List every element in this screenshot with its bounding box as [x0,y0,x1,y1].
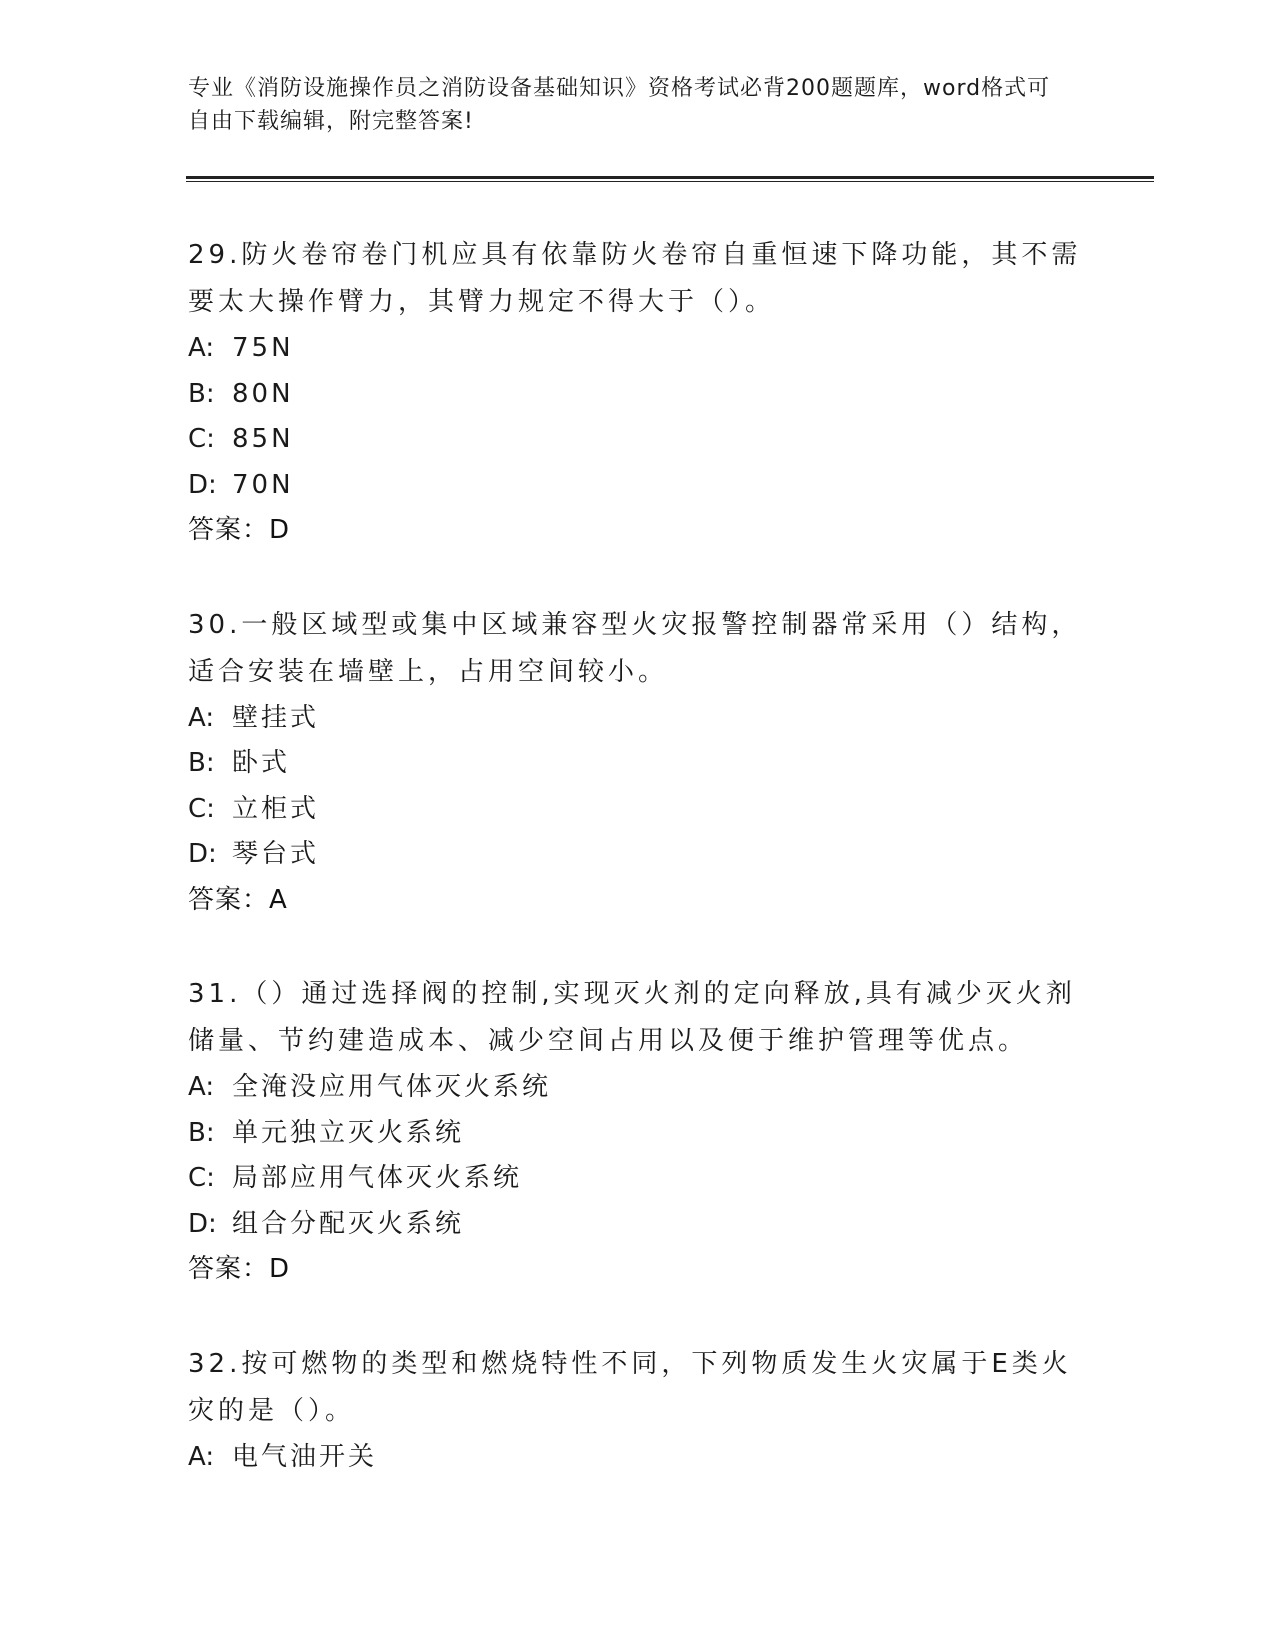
option-key: A: [188,1441,215,1472]
answer-line: 答案：D [188,515,291,545]
option-text: 80N [232,378,294,409]
option-text: 70N [232,469,294,500]
option-text: 单元独立灭火系统 [232,1117,465,1148]
option-text: 琴台式 [232,839,320,869]
question-31 [188,971,1088,1293]
option-c [188,787,1088,833]
option-text: 全淹没应用气体灭火系统 [232,1072,552,1102]
question-stem: 30.一般区域型或集中区域兼容型火灾报警控制器常采用（）结构，适合安装在墙壁上，占用空间较小。 [188,609,1082,687]
option-text: 85N [232,424,294,454]
option-c [188,1156,1088,1202]
option-text: 卧式 [232,748,291,778]
question-29 [188,232,1088,554]
option-b [188,741,1088,787]
question-stem: 29.防火卷帘卷门机应具有依靠防火卷帘自重恒速下降功能，其不需要太大操作臂力，其臂力规定不得大于（）。 [188,240,1082,317]
option-text: 组合分配灭火系统 [232,1208,465,1239]
option-key: B: [188,378,215,409]
option-text: 壁挂式 [232,702,320,733]
option-key: C: [188,793,215,824]
question-list [188,232,1088,1528]
header-divider [186,176,1154,182]
option-a [188,1435,1088,1481]
option-d [188,463,1088,509]
option-text: 立柜式 [232,793,320,824]
option-key: D: [188,469,217,500]
option-key: C: [188,424,215,454]
answer-line: 答案：A [188,884,288,915]
option-key: A: [188,333,215,363]
option-d [188,832,1088,878]
option-c [188,417,1088,463]
option-b [188,1111,1088,1157]
option-key: D: [188,1208,217,1239]
document-header: 专业《消防设施操作员之消防设备基础知识》资格考试必背200题题库，word格式可自由下载编辑，附完整答案! [188,76,1051,134]
option-d [188,1202,1088,1248]
option-key: D: [188,839,217,869]
option-key: B: [188,1117,215,1148]
option-key: C: [188,1163,215,1193]
question-30 [188,602,1088,924]
option-text: 电气油开关 [232,1441,378,1472]
option-a [188,326,1088,372]
option-text: 局部应用气体灭火系统 [232,1163,523,1193]
question-32 [188,1341,1088,1481]
option-a [188,696,1088,742]
answer-line: 答案：D [188,1254,291,1284]
option-key: B: [188,748,215,778]
option-b [188,372,1088,418]
option-a [188,1065,1088,1111]
option-text: 75N [232,333,294,363]
question-stem: 32.按可燃物的类型和燃烧特性不同，下列物质发生火灾属于E类火灾的是（）。 [188,1348,1072,1426]
option-key: A: [188,1072,215,1102]
question-stem: 31.（）通过选择阀的控制,实现灭火剂的定向释放,具有减少灭火剂储量、节约建造成本、减少空间占用以及便于维护管理等优点。 [188,979,1076,1056]
option-key: A: [188,702,215,733]
